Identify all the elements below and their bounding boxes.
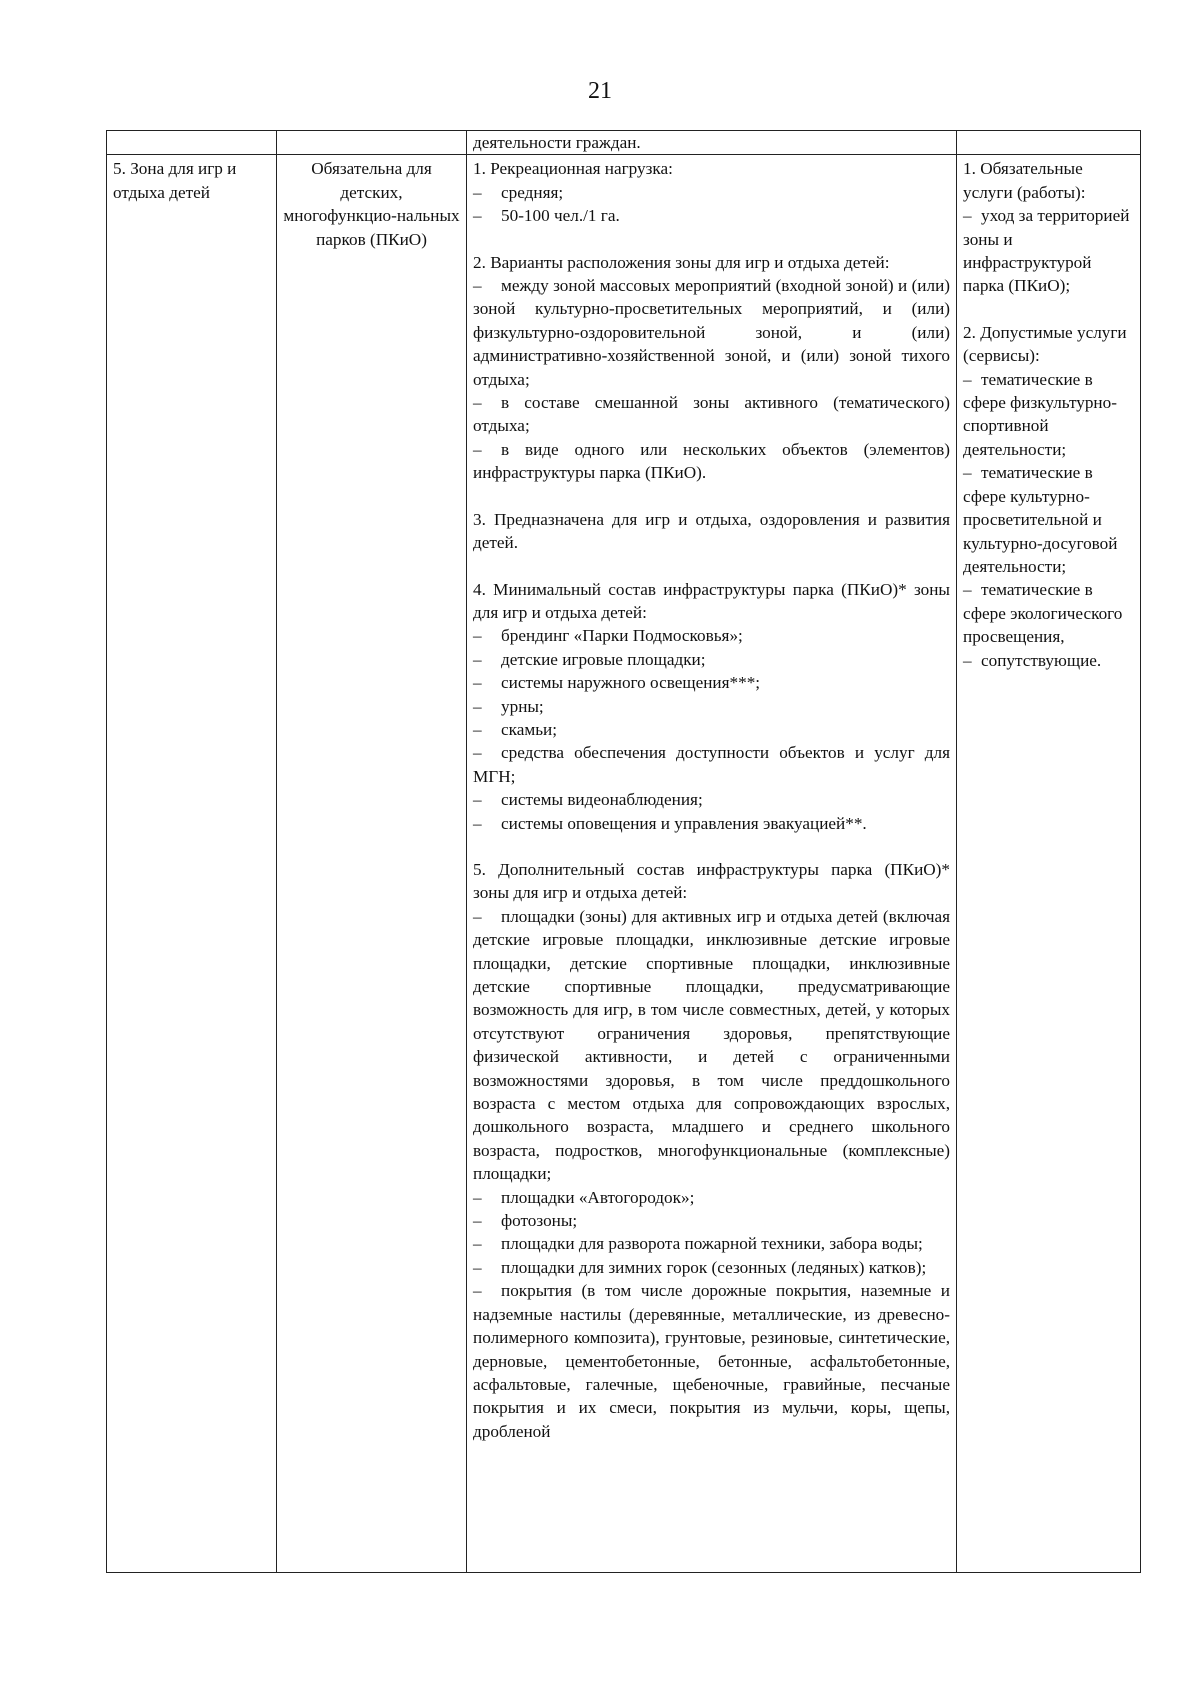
list-item: – системы наружного освещения***;: [473, 673, 761, 693]
list-item: – площадки «Автогородок»;: [473, 1187, 695, 1207]
list-item: – системы оповещения и управления эвакуацией**.: [473, 813, 867, 833]
cell-services: [957, 155, 1141, 1573]
list-item: – сопутствующие.: [963, 650, 1102, 670]
list-item: – брендинг «Парки Подмосковья»;: [473, 626, 743, 646]
services-s1-title: 1. Обязательные услуги (работы):: [963, 159, 1086, 202]
list-item: – тематические в сфере физкультурно-спортивной деятельности;: [963, 369, 1117, 459]
list-item: – средства обеспечения доступности объектов и услуг для МГН;: [473, 743, 950, 786]
req-p5-title: 5. Дополнительный состав инфраструктуры парка (ПКиО)* зоны для игр и отдыха детей:: [473, 859, 950, 903]
req-p2-title: 2. Варианты расположения зоны для игр и отдыха детей:: [473, 252, 890, 272]
cell-continuation-text: деятельности граждан.: [467, 131, 957, 155]
list-item: – площадки для разворота пожарной техники, забора воды;: [473, 1234, 923, 1254]
list-item: – между зоной массовых мероприятий (входной зоной) и (или) зоной культурно-просветительных мероприятий, и (или) физкультурно-оздоровительной зоной, и (или) административно-хозяйственной зоной, и (или) зоной тихого отдыха;: [473, 276, 950, 389]
list-item: – в виде одного или нескольких объектов (элементов) инфраструктуры парка (ПКиО).: [473, 439, 950, 483]
list-item: – в составе смешанной зоны активного (тематического) отдыха;: [473, 393, 950, 436]
list-item: – средняя;: [473, 182, 564, 202]
cell-zone-name: 5. Зона для игр и отдыха детей: [107, 155, 277, 1573]
table-row-continuation: [107, 131, 1141, 155]
cell-empty: [277, 131, 467, 155]
list-item: – урны;: [473, 696, 544, 716]
list-item: – тематические в сфере культурно-просветительной и культурно-досуговой деятельности;: [963, 463, 1118, 576]
list-item: – детские игровые площадки;: [473, 649, 706, 669]
list-item: – покрытия (в том числе дорожные покрытия, наземные и надземные настилы (деревянные, металлические, из древесно-полимерного композита), грунтовые, резиновые, синтетические, дерновые, цементобетонные, бетонные, асфальтобетонные, асфальтовые, галечные, щебеночные, гравийные, песчаные покрытия и их смеси, покрытия из мульчи, коры, щепы, дробленой: [473, 1281, 950, 1441]
list-item: – уход за территорией зоны и инфраструктурой парка (ПКиО);: [963, 206, 1130, 296]
page-number: 21: [588, 78, 612, 104]
list-item: – скамьи;: [473, 719, 558, 739]
cell-empty: [107, 131, 277, 155]
req-p4-title: 4. Минимальный состав инфраструктуры парка (ПКиО)* зоны для игр и отдыха детей:: [473, 579, 950, 622]
list-item: – площадки для зимних горок (сезонных (ледяных) катков);: [473, 1257, 927, 1277]
table-row-zone-5: [107, 155, 1141, 1573]
services-s2-title: 2. Допустимые услуги (сервисы):: [963, 322, 1127, 366]
list-item: – фотозоны;: [473, 1211, 578, 1231]
list-item: – 50-100 чел./1 га.: [473, 206, 620, 226]
req-p3: 3. Предназначена для игр и отдыха, оздоровления и развития детей.: [473, 509, 950, 553]
cell-empty: [957, 131, 1141, 155]
list-item: – тематические в сфере экологического просвещения,: [963, 580, 1123, 647]
requirements-table: [106, 130, 1141, 1573]
list-item: – системы видеонаблюдения;: [473, 790, 703, 810]
cell-applicability: Обязательна для детских, многофункцио-нальных парков (ПКиО): [277, 155, 467, 1573]
cell-requirements: [467, 155, 957, 1573]
list-item: – площадки (зоны) для активных игр и отдыха детей (включая детские игровые площадки, инклюзивные детские игровые площадки, детские спортивные площадки, инклюзивные детские спортивные площадки, предусматривающие возможность для игр, в том числе совместных, детей, у которых отсутствуют ограничения здоровья, препятствующие физической активности, и детей с ограниченными возможностями здоровья, в том числе преддошкольного возраста с местом отдыха для сопровождающих взрослых, дошкольного возраста, младшего и среднего школьного возраста, подростков, многофункциональные (комплексные) площадки;: [473, 906, 950, 1184]
req-p1-title: 1. Рекреационная нагрузка:: [473, 159, 673, 179]
